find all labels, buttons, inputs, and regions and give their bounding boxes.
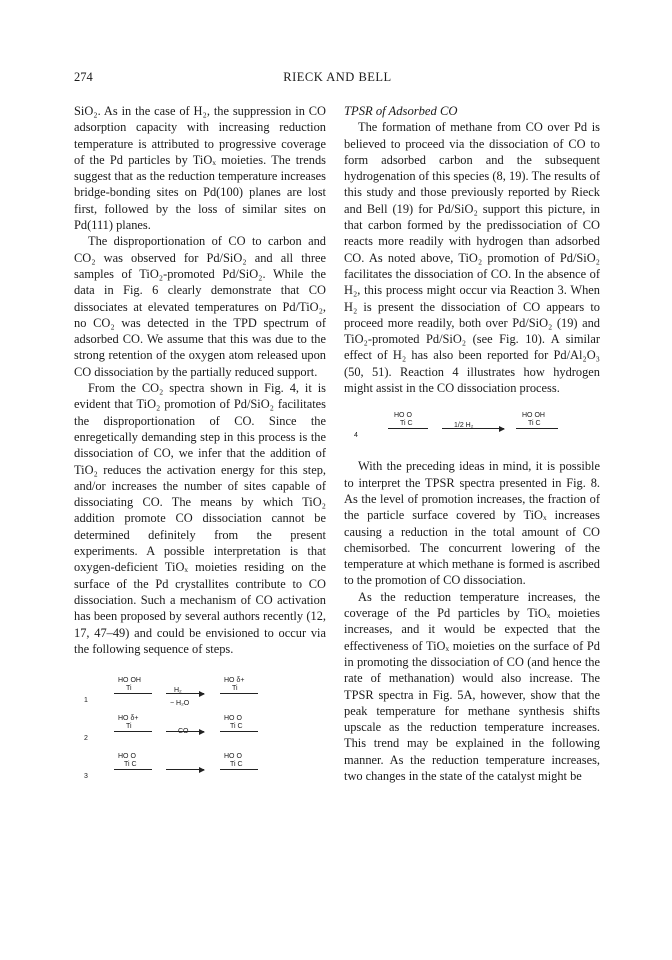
arrow-label: CO	[178, 728, 189, 736]
reactant-ti: Ti C	[124, 761, 137, 769]
right-column	[344, 103, 600, 784]
reaction-number: 4	[354, 432, 358, 440]
surface-line	[114, 693, 152, 694]
reactant-ti: Ti	[126, 723, 132, 731]
right-paragraph-3: As the reduction temperature increases, the coverage of the Pd particles by TiOₓ moieties increases, and it would be expected that the effectiveness of TiOₓ moieties on the surface of Pd in promoting the dissociation of CO (and hence the rate of methanation) would also increase. The TPSR spectra in Fig. 5A, however, show that the peak temperature for methane synthesis shifts upscale as the reduction temperature increases. This trend may be explained in the following manner. As the reduction temperature increases, two changes in the state of the catalyst might be	[344, 589, 600, 783]
reaction-4	[344, 406, 600, 444]
reaction-arrow	[442, 428, 504, 429]
surface-line	[220, 769, 258, 770]
section-title: TPSR of Adsorbed CO	[344, 104, 458, 118]
right-paragraph-1: The formation of methane from CO over Pd is believed to proceed via the dissociation of CO to form adsorbed carbon and the subsequent hydrogenation of this species (8, 19). The results of this study and those previously reported by Rieck and Bell (19) for Pd/SiO₂ support this picture, in that carbon formed by the predissociation of CO reacts more readily with hydrogen than adsorbed CO. As noted above, TiO₂ promotion of Pd/SiO₂ facilitates the dissociation of CO. In the absence of H₂, this process might occur via Reaction 3. When H₂ is present the dissociation of CO appears to proceed more readily, both over Pd/SiO₂ (19) and TiO₂-promoted Pd/SiO₂ (see Fig. 10). A similar effect of H₂ has also been reported for Pd/Al₂O₃ (50, 51). Reaction 4 illustrates how hydrogen might assist in the CO dissociation process.	[344, 120, 600, 396]
left-paragraph-2: The disproportionation of CO to carbon and CO₂ was observed for Pd/SiO₂ and all three samples of TiO₂-promoted Pd/SiO₂. While the data in Fig. 6 clearly demonstrate that CO dissociates at elevated temperatures on Pd/TiO₂, no CO₂ was detected in the TPD spectrum of adsorbed CO. We assume that this was due to the strong retention of the oxygen atom released upon CO dissociation by the partially reduced support.	[74, 234, 326, 379]
reaction-arrow	[166, 731, 204, 732]
reactant-groups: HO OH	[118, 677, 141, 685]
surface-line	[220, 731, 258, 732]
surface-line	[516, 428, 558, 429]
product-ti: Ti C	[230, 723, 243, 731]
surface-line	[114, 731, 152, 732]
reaction-arrow	[166, 693, 204, 694]
product-ti: Ti	[232, 685, 238, 693]
reactant-ti: Ti C	[400, 420, 413, 428]
reaction-1	[74, 671, 326, 709]
reaction-3	[74, 747, 326, 785]
product-groups: HO δ+	[224, 677, 245, 685]
reaction-number: 3	[84, 773, 88, 781]
reactant-ti: Ti	[126, 685, 132, 693]
product-ti: Ti C	[230, 761, 243, 769]
reaction-2	[74, 709, 326, 747]
reaction-arrow	[166, 769, 204, 770]
reactant-groups: HO δ+	[118, 715, 139, 723]
reactant-groups: HO O	[118, 753, 136, 761]
arrow-label-below: − H₂O	[170, 700, 190, 708]
page-header	[74, 70, 601, 86]
reaction-number: 2	[84, 735, 88, 743]
reaction-number: 1	[84, 697, 88, 705]
left-paragraph-1: SiO₂. As in the case of H₂, the suppression in CO adsorption capacity with increasing reduction temperature is attributed to progressive coverage of the Pd particles by TiOₓ moieties. The trends suggest that as the reduction temperature increases bridge-bonding sites on Pd(100) planes are lost first, followed by the loss of similar sites on Pd(111) planes.	[74, 104, 326, 233]
reactant-groups: HO O	[394, 412, 412, 420]
left-paragraph-3: From the CO₂ spectra shown in Fig. 4, it is evident that TiO₂ promotion of Pd/SiO₂ facilitates the disproportionation of CO. Since the enregetically demanding step in this process is the dissociation of CO, we infer that the addition of TiO₂ reduces the activation energy for this step, and/or increases the number of sites capable of dissociating CO. The means by which TiO₂ addition promote CO dissociation cannot be determined definitely from the present experiments. A possible interpretation is that oxygen-deficient TiOₓ moieties residing on the surface of the Pd crystallites contribute to CO dissociation. Such a mechanism of CO activation has been proposed by several authors recently (12, 17, 47–49) and could be envisioned to occur via the following sequence of steps.	[74, 381, 326, 656]
running-head: RIECK AND BELL	[283, 70, 392, 84]
product-ti: Ti C	[528, 420, 541, 428]
right-paragraph-2: With the preceding ideas in mind, it is possible to interpret the TPSR spectra presented in Fig. 8. As the level of promotion increases, the fraction of the particle surface covered by TiOₓ increases causing a reduction in the total amount of CO chemisorbed. The concurrent lowering of the temperature at which methane is formed is ascribed to the promotion of CO dissociation.	[344, 459, 600, 588]
page-number: 274	[74, 70, 93, 84]
product-groups: HO OH	[522, 412, 545, 420]
arrow-label-above: 1/2 H₂	[454, 422, 474, 430]
surface-line	[388, 428, 428, 429]
product-groups: HO O	[224, 715, 242, 723]
left-column	[74, 103, 326, 785]
surface-line	[114, 769, 152, 770]
surface-line	[220, 693, 258, 694]
arrow-label-above: H₂	[174, 687, 182, 695]
product-groups: HO O	[224, 753, 242, 761]
